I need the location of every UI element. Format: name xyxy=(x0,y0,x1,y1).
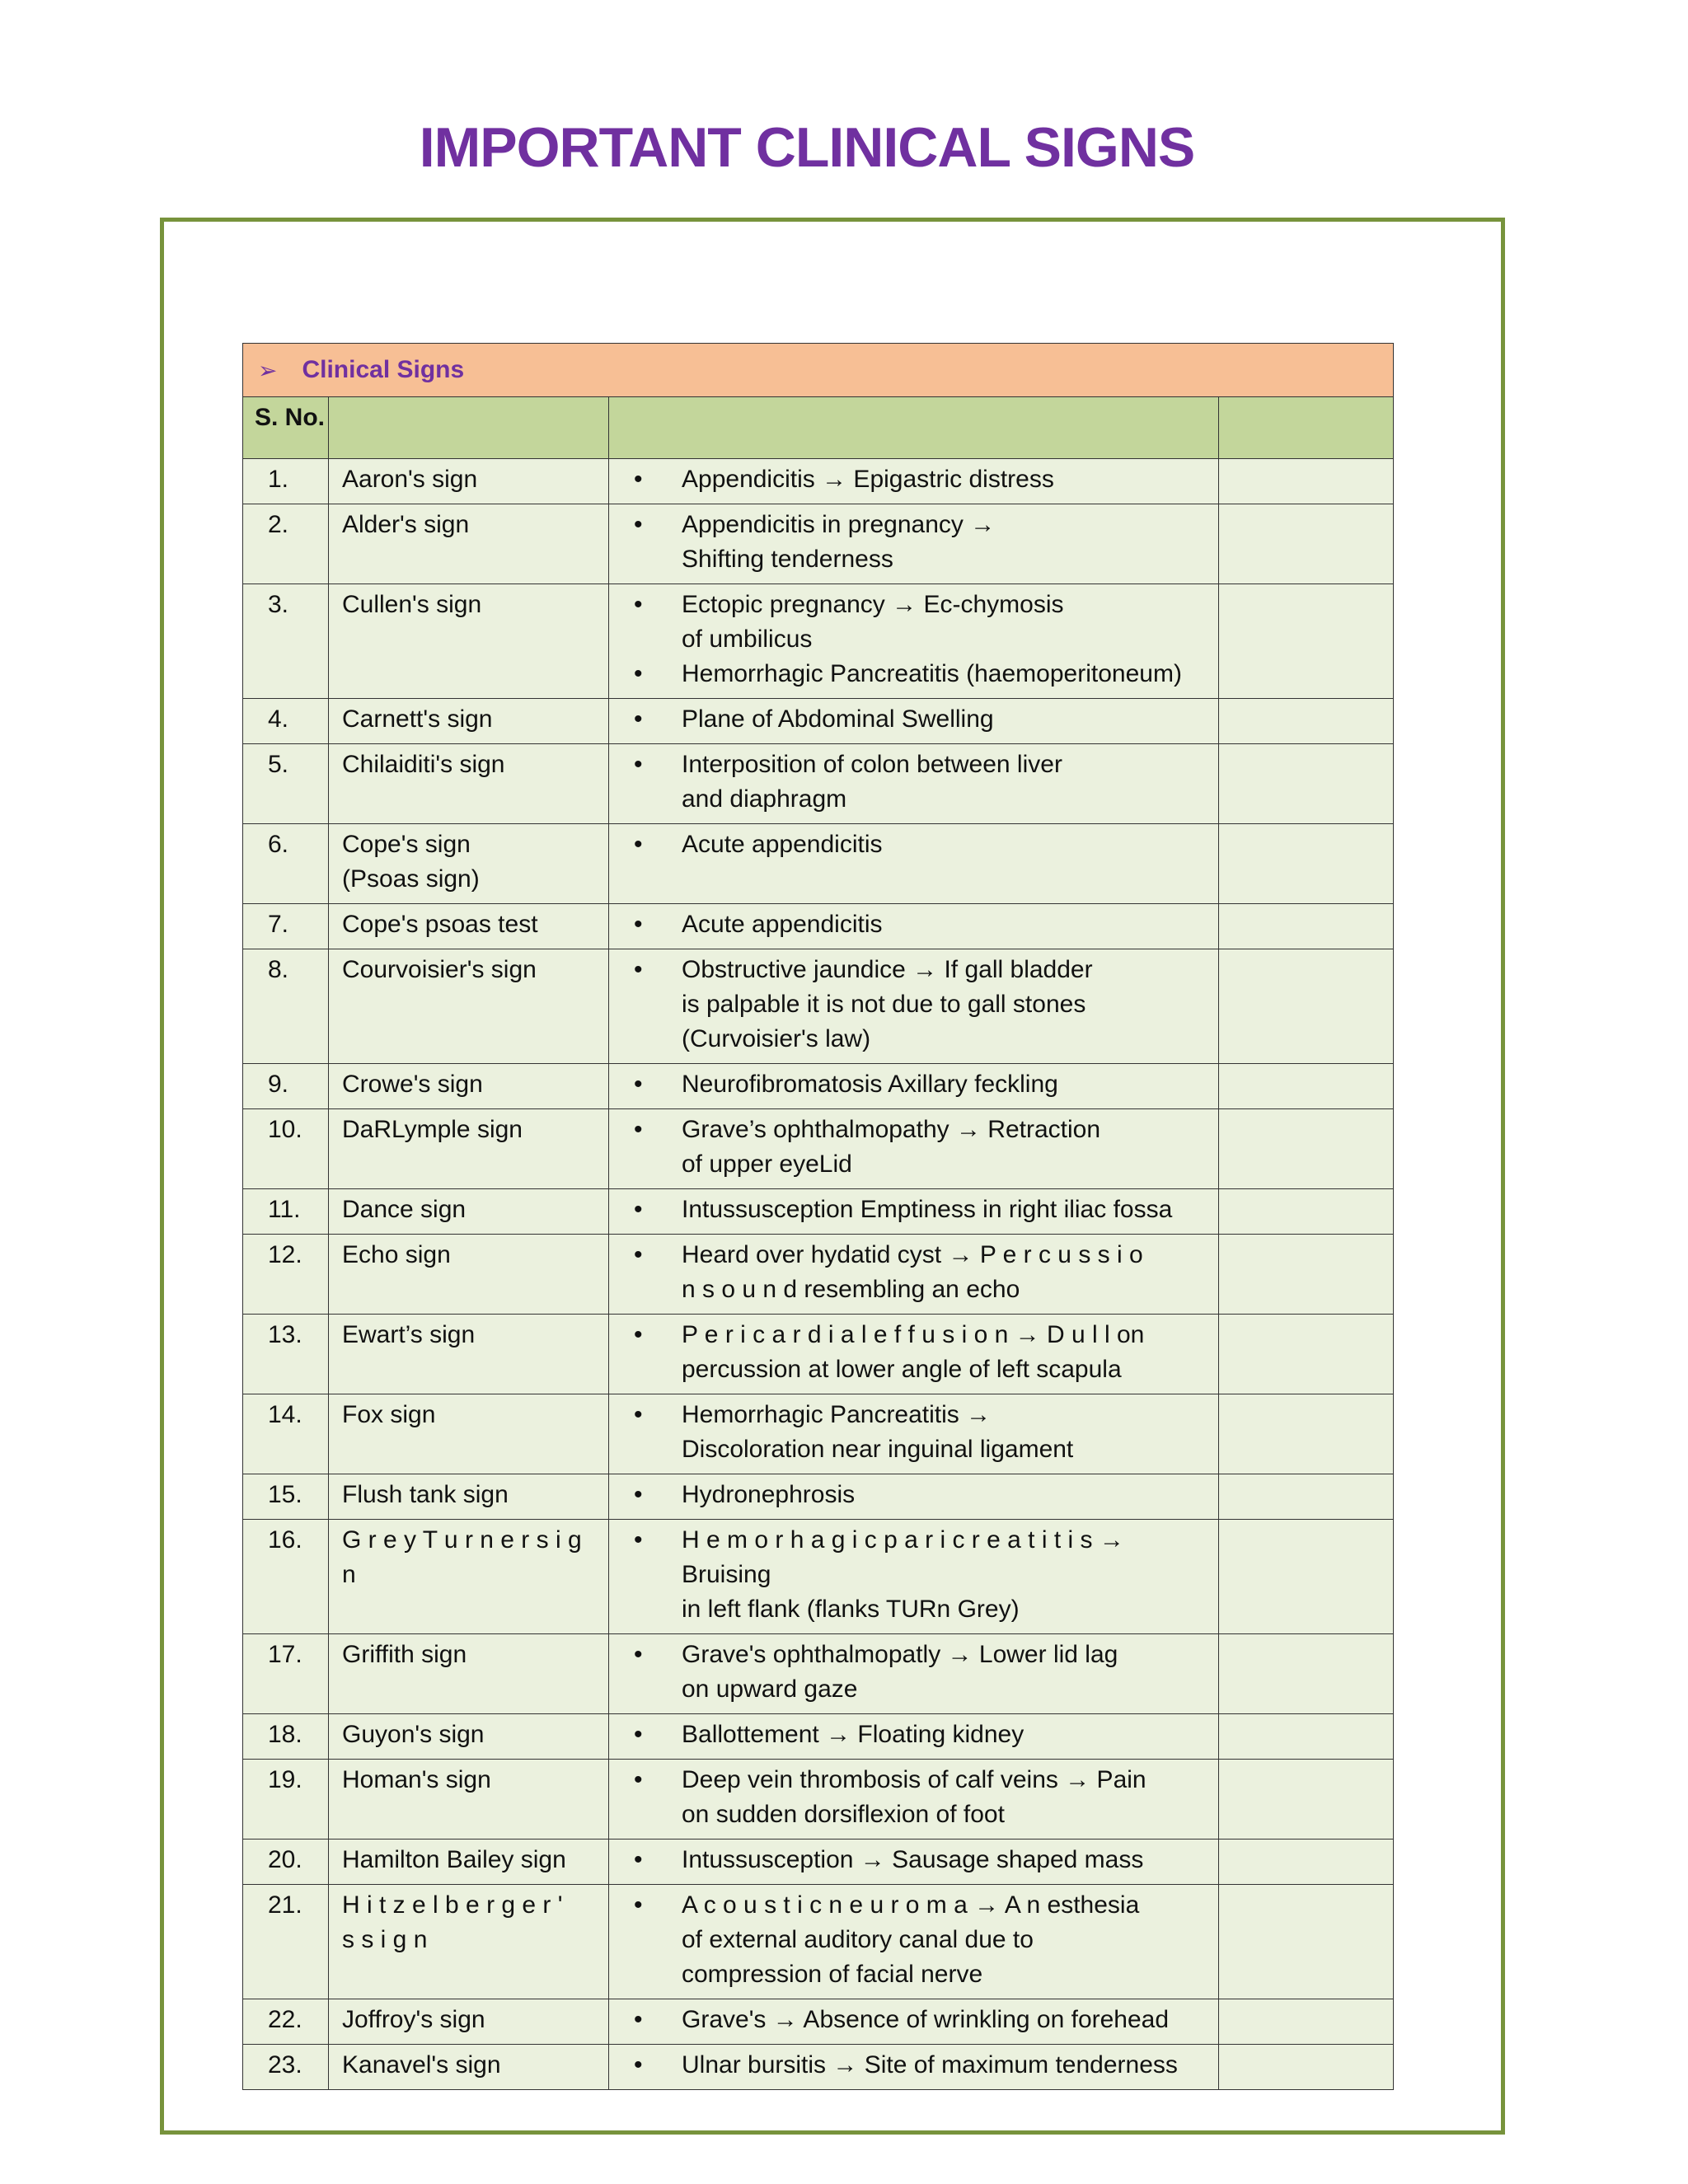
row-number: 1. xyxy=(243,459,329,504)
sign-name: Dance sign xyxy=(342,1196,467,1223)
row-number: 5. xyxy=(243,744,329,824)
sign-name-cell xyxy=(329,1109,609,1189)
sign-name-cell xyxy=(329,1999,609,2045)
sign-name-cell xyxy=(329,904,609,949)
description-line: Acute appendicitis xyxy=(682,911,883,938)
sign-description-cell xyxy=(609,1315,1219,1394)
description-line: Neurofibromatosis Axillary feckling xyxy=(682,1071,1058,1098)
description-list xyxy=(609,2003,1212,2037)
sign-description-cell xyxy=(609,1394,1219,1474)
sign-name-cell xyxy=(329,504,609,584)
description-item xyxy=(609,907,1212,942)
sign-description-cell xyxy=(609,1109,1219,1189)
description-line: of upper eyeLid xyxy=(682,1151,852,1178)
description-list xyxy=(609,1478,1212,1512)
table-row xyxy=(243,744,1394,824)
description-line: Shifting tenderness xyxy=(682,546,893,573)
description-item xyxy=(609,1067,1212,1102)
notes-cell xyxy=(1219,1840,1394,1885)
description-item xyxy=(609,2003,1212,2037)
description-item xyxy=(609,1193,1212,1227)
description-list xyxy=(609,1888,1212,1992)
sign-name-cell xyxy=(329,949,609,1064)
sign-name-cell xyxy=(329,1520,609,1634)
sign-description-cell xyxy=(609,1474,1219,1520)
sign-name-cell xyxy=(329,1189,609,1235)
sign-name: Fox sign xyxy=(342,1401,436,1428)
table-row xyxy=(243,2045,1394,2090)
notes-cell xyxy=(1219,1760,1394,1840)
sign-name: Kanavel's sign xyxy=(342,2051,501,2079)
bullet-icon: • xyxy=(634,831,643,858)
header-serial-number: S. No. xyxy=(243,397,329,459)
notes-cell xyxy=(1219,459,1394,504)
description-line: Hydronephrosis xyxy=(682,1481,856,1508)
table-row xyxy=(243,1634,1394,1714)
table-row xyxy=(243,1235,1394,1315)
description-item xyxy=(609,1843,1212,1877)
description-line: is palpable it is not due to gall stones xyxy=(682,991,1086,1018)
sign-description-cell xyxy=(609,949,1219,1064)
description-item xyxy=(609,702,1212,737)
sign-name: Joffroy's sign xyxy=(342,2006,485,2033)
bullet-icon: • xyxy=(634,1641,643,1668)
row-number: 17. xyxy=(243,1634,329,1714)
bullet-icon: • xyxy=(634,1321,643,1348)
description-list xyxy=(609,588,1212,691)
sign-description-cell xyxy=(609,1885,1219,1999)
sign-name: Aaron's sign xyxy=(342,466,478,493)
sign-description-cell xyxy=(609,2045,1219,2090)
section-title: Clinical Signs xyxy=(302,356,465,384)
clinical-signs-table xyxy=(242,343,1394,2090)
description-line: Deep vein thrombosis of calf veins → Pain xyxy=(682,1766,1146,1793)
table-row xyxy=(243,1760,1394,1840)
notes-cell xyxy=(1219,1634,1394,1714)
description-item xyxy=(609,953,1212,1057)
description-line: Intussusception Emptiness in right iliac fossa xyxy=(682,1196,1173,1223)
description-line: on sudden dorsiflexion of foot xyxy=(682,1801,1005,1828)
table-row xyxy=(243,1189,1394,1235)
table-row xyxy=(243,1714,1394,1760)
page-title: IMPORTANT CLINICAL SIGNS xyxy=(419,116,1195,179)
table-row xyxy=(243,1999,1394,2045)
description-item xyxy=(609,588,1212,657)
sign-name-cell xyxy=(329,1760,609,1840)
description-line: Interposition of colon between liver xyxy=(682,751,1062,778)
notes-cell xyxy=(1219,1520,1394,1634)
description-line: in left flank (flanks TURn Grey) xyxy=(682,1596,1020,1623)
sign-name-cell xyxy=(329,699,609,744)
sign-name-cell xyxy=(329,2045,609,2090)
bullet-icon: • xyxy=(634,1766,643,1793)
description-line: of umbilicus xyxy=(682,626,813,653)
description-line: Hemorrhagic Pancreatitis (haemoperitoneum) xyxy=(682,660,1182,687)
description-item xyxy=(609,1638,1212,1707)
row-number: 10. xyxy=(243,1109,329,1189)
sign-description-cell xyxy=(609,459,1219,504)
sign-name: Echo sign xyxy=(342,1241,451,1268)
description-line: Discoloration near inguinal ligament xyxy=(682,1436,1074,1463)
sign-name: Crowe's sign xyxy=(342,1071,483,1098)
sign-description-cell xyxy=(609,904,1219,949)
row-number: 21. xyxy=(243,1885,329,1999)
row-number: 8. xyxy=(243,949,329,1064)
notes-cell xyxy=(1219,1064,1394,1109)
sign-name: Cope's psoas test xyxy=(342,911,538,938)
table-row xyxy=(243,1394,1394,1474)
sign-description-cell xyxy=(609,1760,1219,1840)
description-list xyxy=(609,1067,1212,1102)
header-notes xyxy=(1219,397,1394,459)
bullet-icon: • xyxy=(634,1071,643,1098)
description-list xyxy=(609,1638,1212,1707)
sign-description-cell xyxy=(609,1189,1219,1235)
bullet-icon: • xyxy=(634,1116,643,1143)
sign-name: Homan's sign xyxy=(342,1766,491,1793)
row-number: 2. xyxy=(243,504,329,584)
bullet-icon: • xyxy=(634,466,643,493)
description-item xyxy=(609,2048,1212,2083)
description-line: Obstructive jaundice → If gall bladder xyxy=(682,956,1093,983)
table-row xyxy=(243,1840,1394,1885)
notes-cell xyxy=(1219,1714,1394,1760)
bullet-icon: • xyxy=(634,2006,643,2033)
sign-name-cell xyxy=(329,1474,609,1520)
description-line: Appendicitis in pregnancy → xyxy=(682,511,996,538)
description-line: Appendicitis → Epigastric distress xyxy=(682,466,1054,493)
description-list xyxy=(609,2048,1212,2083)
sign-name-cell xyxy=(329,1315,609,1394)
sign-description-cell xyxy=(609,1520,1219,1634)
description-line: Acute appendicitis xyxy=(682,831,883,858)
bullet-icon: • xyxy=(634,591,643,618)
sign-description-cell xyxy=(609,1714,1219,1760)
sign-name: Alder's sign xyxy=(342,511,470,538)
description-line: Grave’s ophthalmopathy → Retraction xyxy=(682,1116,1101,1143)
description-item xyxy=(609,1398,1212,1467)
description-line: of external auditory canal due to xyxy=(682,1926,1034,1953)
description-line: Ulnar bursitis → Site of maximum tenderness xyxy=(682,2051,1178,2079)
table-row xyxy=(243,1474,1394,1520)
sign-name-cell xyxy=(329,1885,609,1999)
row-number: 14. xyxy=(243,1394,329,1474)
sign-name-cell xyxy=(329,1634,609,1714)
bullet-icon: • xyxy=(634,1891,643,1919)
description-list xyxy=(609,1113,1212,1182)
row-number: 12. xyxy=(243,1235,329,1315)
table-row xyxy=(243,1315,1394,1394)
description-list xyxy=(609,1238,1212,1307)
sign-name: Flush tank sign xyxy=(342,1481,509,1508)
description-line: Intussusception → Sausage shaped mass xyxy=(682,1846,1144,1873)
description-line: percussion at lower angle of left scapula xyxy=(682,1356,1122,1383)
description-list xyxy=(609,907,1212,942)
row-number: 3. xyxy=(243,584,329,699)
description-list xyxy=(609,1318,1212,1387)
sign-name: Griffith sign xyxy=(342,1641,467,1668)
sign-name: Cullen's sign xyxy=(342,591,482,618)
description-list xyxy=(609,702,1212,737)
sign-name: Courvoisier's sign xyxy=(342,956,537,983)
table-row xyxy=(243,1109,1394,1189)
sign-name: G r e y T u r n e r s i g n xyxy=(342,1526,582,1588)
description-line: Grave's ophthalmopatly → Lower lid lag xyxy=(682,1641,1118,1668)
sign-name: Carnett's sign xyxy=(342,705,493,733)
description-list xyxy=(609,1523,1212,1627)
row-number: 13. xyxy=(243,1315,329,1394)
sign-name: Chilaiditi's sign xyxy=(342,751,505,778)
sign-description-cell xyxy=(609,1634,1219,1714)
table-row xyxy=(243,504,1394,584)
sign-name-cell xyxy=(329,1064,609,1109)
sign-name: Hamilton Bailey sign xyxy=(342,1846,566,1873)
table-row xyxy=(243,904,1394,949)
bullet-icon: • xyxy=(634,1401,643,1428)
description-line: Plane of Abdominal Swelling xyxy=(682,705,994,733)
sign-name-cell xyxy=(329,459,609,504)
description-line: Heard over hydatid cyst → P e r c u s s i o xyxy=(682,1241,1143,1268)
sign-name: Guyon's sign xyxy=(342,1721,485,1748)
sign-name-cell xyxy=(329,824,609,904)
description-item xyxy=(609,1523,1212,1627)
notes-cell xyxy=(1219,1474,1394,1520)
description-item xyxy=(609,748,1212,817)
notes-cell xyxy=(1219,904,1394,949)
description-list xyxy=(609,1843,1212,1877)
description-item xyxy=(609,508,1212,577)
column-header-row xyxy=(243,397,1394,459)
description-line: n s o u n d resembling an echo xyxy=(682,1276,1020,1303)
bullet-icon: • xyxy=(634,751,643,778)
sign-name: s s i g n xyxy=(342,1926,428,1953)
notes-cell xyxy=(1219,1394,1394,1474)
description-list xyxy=(609,1398,1212,1467)
sign-description-cell xyxy=(609,744,1219,824)
table-row xyxy=(243,824,1394,904)
description-list xyxy=(609,462,1212,497)
row-number: 15. xyxy=(243,1474,329,1520)
description-line: Hemorrhagic Pancreatitis → xyxy=(682,1401,992,1428)
bullet-icon: • xyxy=(634,1481,643,1508)
description-line: (Curvoisier's law) xyxy=(682,1025,871,1052)
bullet-icon: • xyxy=(634,911,643,938)
description-list xyxy=(609,953,1212,1057)
table-row xyxy=(243,699,1394,744)
table-row xyxy=(243,584,1394,699)
description-line: and diaphragm xyxy=(682,785,847,813)
description-item xyxy=(609,1763,1212,1832)
row-number: 6. xyxy=(243,824,329,904)
description-list xyxy=(609,1718,1212,1752)
bullet-icon: • xyxy=(634,1241,643,1268)
description-list xyxy=(609,827,1212,862)
row-number: 11. xyxy=(243,1189,329,1235)
row-number: 7. xyxy=(243,904,329,949)
row-number: 22. xyxy=(243,1999,329,2045)
row-number: 4. xyxy=(243,699,329,744)
bullet-icon: • xyxy=(634,956,643,983)
sign-name: DaRLymple sign xyxy=(342,1116,523,1143)
description-list xyxy=(609,1193,1212,1227)
sign-description-cell xyxy=(609,504,1219,584)
bullet-icon: • xyxy=(634,660,643,687)
sign-description-cell xyxy=(609,584,1219,699)
bullet-icon: • xyxy=(634,705,643,733)
notes-cell xyxy=(1219,1999,1394,2045)
description-item xyxy=(609,1318,1212,1387)
notes-cell xyxy=(1219,1885,1394,1999)
notes-cell xyxy=(1219,1315,1394,1394)
description-item xyxy=(609,1238,1212,1307)
description-item xyxy=(609,1478,1212,1512)
row-number: 23. xyxy=(243,2045,329,2090)
description-line: on upward gaze xyxy=(682,1675,858,1703)
row-number: 20. xyxy=(243,1840,329,1885)
sign-name: Cope's sign xyxy=(342,831,471,858)
notes-cell xyxy=(1219,504,1394,584)
table-row xyxy=(243,1885,1394,1999)
sign-description-cell xyxy=(609,1999,1219,2045)
description-item xyxy=(609,1718,1212,1752)
description-line: H e m o r h a g i c p a r i c r e a t i t i s → Bruising xyxy=(682,1526,1124,1588)
notes-cell xyxy=(1219,584,1394,699)
description-list xyxy=(609,1763,1212,1832)
notes-cell xyxy=(1219,699,1394,744)
description-item xyxy=(609,1113,1212,1182)
notes-cell xyxy=(1219,824,1394,904)
bullet-icon: • xyxy=(634,1196,643,1223)
table-row xyxy=(243,1520,1394,1634)
description-item xyxy=(609,657,1212,691)
bullet-icon: • xyxy=(634,511,643,538)
sign-description-cell xyxy=(609,699,1219,744)
row-number: 19. xyxy=(243,1760,329,1840)
sign-name: (Psoas sign) xyxy=(342,865,480,893)
notes-cell xyxy=(1219,949,1394,1064)
header-description xyxy=(609,397,1219,459)
description-line: Grave's → Absence of wrinkling on forehead xyxy=(682,2006,1170,2033)
notes-cell xyxy=(1219,1109,1394,1189)
bullet-icon: • xyxy=(634,1526,643,1554)
notes-cell xyxy=(1219,1235,1394,1315)
sign-name-cell xyxy=(329,1235,609,1315)
description-line: Ectopic pregnancy → Ec-chymosis xyxy=(682,591,1064,618)
description-line: compression of facial nerve xyxy=(682,1961,983,1988)
description-list xyxy=(609,508,1212,577)
description-item xyxy=(609,1888,1212,1992)
sign-name-cell xyxy=(329,584,609,699)
notes-cell xyxy=(1219,1189,1394,1235)
row-number: 9. xyxy=(243,1064,329,1109)
bullet-icon: • xyxy=(634,1846,643,1873)
row-number: 16. xyxy=(243,1520,329,1634)
row-number: 18. xyxy=(243,1714,329,1760)
header-sign-name xyxy=(329,397,609,459)
sign-name: H i t z e l b e r g e r ' xyxy=(342,1891,563,1919)
table-row xyxy=(243,949,1394,1064)
sign-name-cell xyxy=(329,1840,609,1885)
sign-name: Ewart’s sign xyxy=(342,1321,476,1348)
section-header-cell xyxy=(243,344,1394,397)
description-list xyxy=(609,748,1212,817)
sign-name-cell xyxy=(329,744,609,824)
description-line: A c o u s t i c n e u r o m a → A n esthesia xyxy=(682,1891,1140,1919)
description-line: P e r i c a r d i a l e f f u s i o n → D u l l on xyxy=(682,1321,1145,1348)
notes-cell xyxy=(1219,744,1394,824)
sign-description-cell xyxy=(609,1235,1219,1315)
arrowhead-bullet-icon: ➢ xyxy=(258,357,278,383)
sign-description-cell xyxy=(609,1840,1219,1885)
table-row xyxy=(243,1064,1394,1109)
description-line: Ballottement → Floating kidney xyxy=(682,1721,1025,1748)
bullet-icon: • xyxy=(634,2051,643,2079)
notes-cell xyxy=(1219,2045,1394,2090)
sign-description-cell xyxy=(609,1064,1219,1109)
section-header-row xyxy=(243,344,1394,397)
sign-name-cell xyxy=(329,1714,609,1760)
sign-description-cell xyxy=(609,824,1219,904)
sign-name-cell xyxy=(329,1394,609,1474)
description-item xyxy=(609,462,1212,497)
bullet-icon: • xyxy=(634,1721,643,1748)
description-item xyxy=(609,827,1212,862)
table-row xyxy=(243,459,1394,504)
